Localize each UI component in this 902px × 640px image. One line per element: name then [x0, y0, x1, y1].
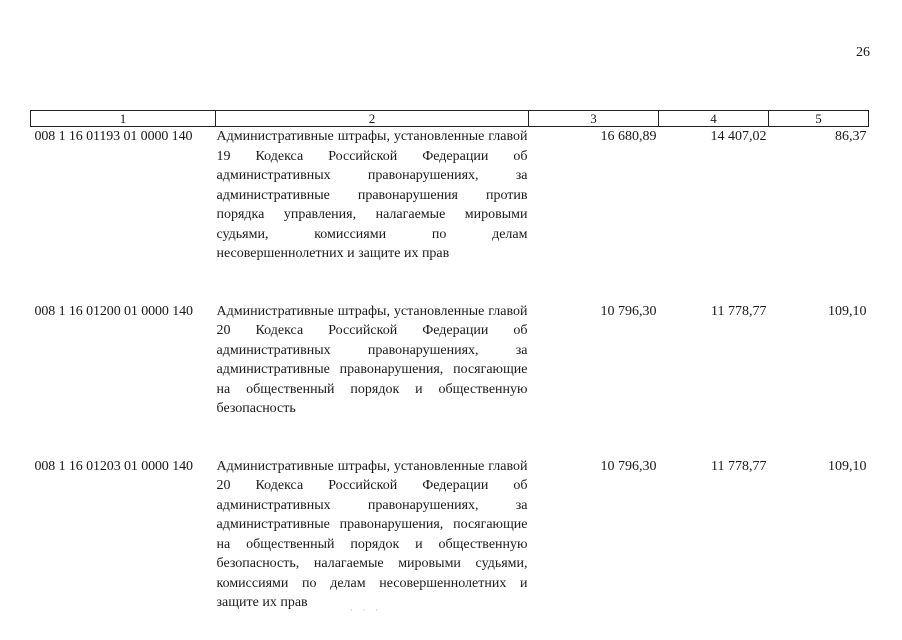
value-column-4: 14 407,02 [710, 129, 767, 144]
table-row [31, 127, 869, 264]
table-header-row [31, 111, 869, 127]
table-row [31, 302, 869, 419]
value-column-5: 109,10 [828, 458, 867, 474]
budget-code: 008 1 16 01203 01 0000 140 [34, 458, 193, 474]
column-header-5: 5 [769, 111, 869, 127]
scan-speck-decoration: · · · [350, 606, 382, 615]
value-column-4: 11 778,77 [711, 303, 767, 319]
column-header-2: 2 [216, 111, 529, 127]
budget-code: 008 1 16 01200 01 0000 140 [34, 303, 193, 319]
value-column-3: 16 680,89 [600, 129, 657, 144]
value-column-5: 86,37 [835, 129, 867, 144]
value-column-5: 109,10 [828, 303, 867, 319]
column-header-3: 3 [529, 111, 659, 127]
value-column-3: 10 796,30 [600, 458, 657, 474]
budget-code: 008 1 16 01193 01 0000 140 [34, 129, 193, 144]
column-header-1: 1 [31, 111, 216, 127]
row-spacer [31, 419, 869, 457]
column-header-4: 4 [659, 111, 769, 127]
table-row [31, 457, 869, 613]
item-description: Административные штрафы, установленные главой 19 Кодекса Российской Федерации об административных правонарушениях, за административные правонарушения против порядка управления, налагаемые мировыми судьями, комиссиями по делам несовершеннолетних и защите их прав [216, 129, 528, 261]
page-number: 26 [856, 45, 870, 60]
row-spacer [31, 264, 869, 302]
item-description: Административные штрафы, установленные главой 20 Кодекса Российской Федерации об административных правонарушениях, за административные правонарушения, посягающие на общественный порядок и общественную безопасность, налагаемые мировыми судьями, комиссиями по делам несовершеннолетних и защите их прав [216, 458, 528, 610]
value-column-4: 11 778,77 [711, 458, 767, 474]
item-description: Административные штрафы, установленные главой 20 Кодекса Российской Федерации об административных правонарушениях, за административные правонарушения, посягающие на общественный порядок и общественную безопасность [216, 303, 528, 416]
budget-table [30, 110, 869, 613]
value-column-3: 10 796,30 [600, 303, 657, 319]
